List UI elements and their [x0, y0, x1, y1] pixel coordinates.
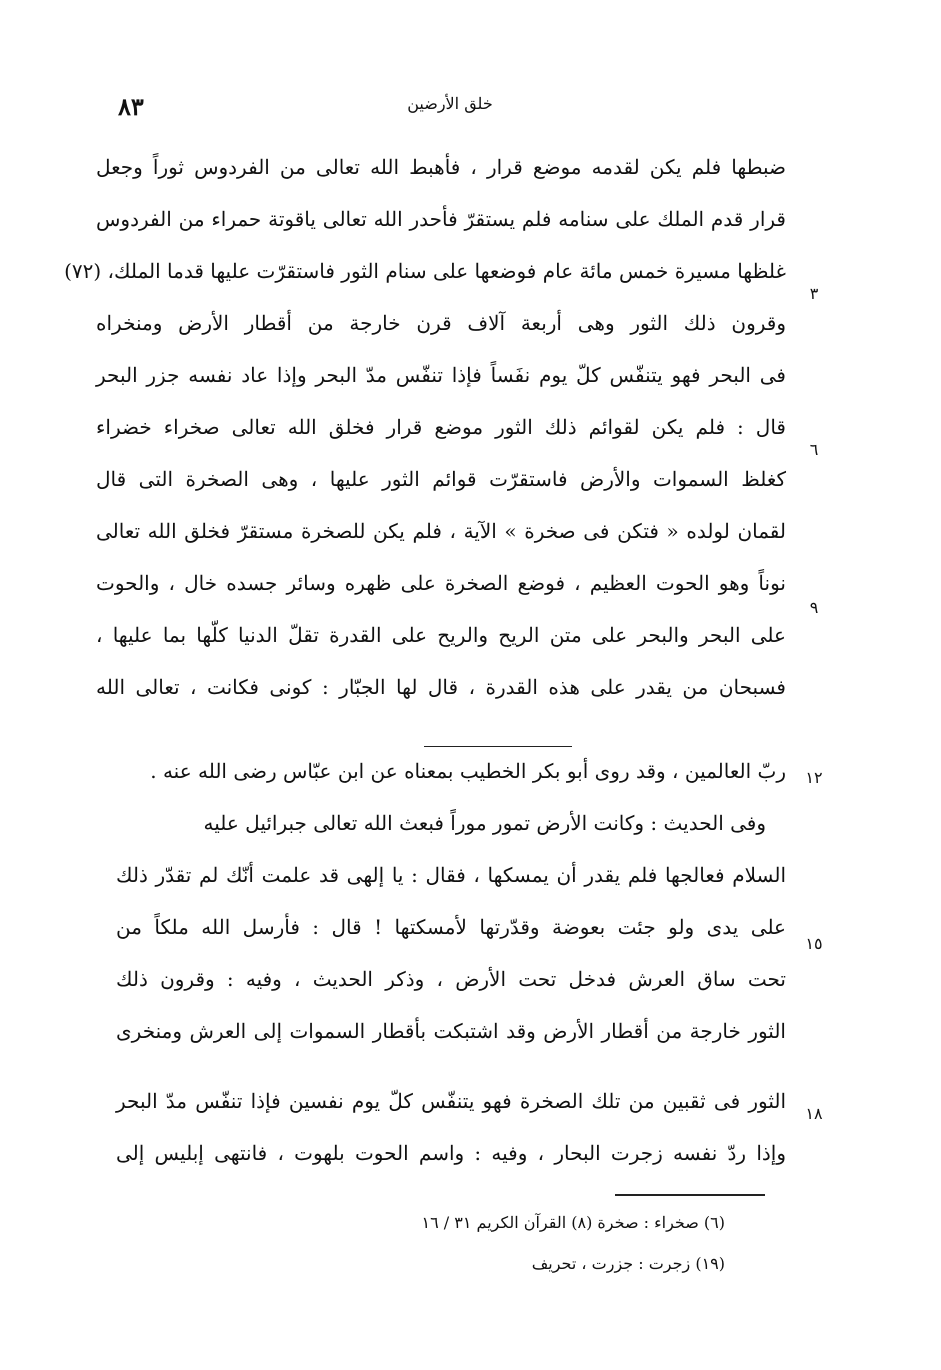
footnote-rule: [615, 1194, 765, 1196]
text-line: ربّ العالمين ، وقد روى أبو بكر الخطيب بمعناه عن ابن عبّاس رضى الله عنه .: [150, 759, 786, 783]
line-number: ١٥: [805, 934, 823, 953]
text-line: ضبطها فلم يكن لقدمه موضع قرار ، فأهبط الله تعالى من الفردوس ثوراً وجعل: [96, 155, 786, 179]
text-line: الثور فى ثقبين من تلك الصخرة فهو يتنفّس كلّ يوم نفسين فإذا تنفّس مدّ البحر: [116, 1089, 786, 1113]
line-number: ١٨: [805, 1104, 823, 1123]
text-line: على البحر والبحر على متن الريح والريح على القدرة تقلّ الدنيا كلّها بما عليها ،: [96, 623, 786, 647]
line-number: ٦: [809, 440, 819, 459]
footnote: (٦) صخراء : صخرة (٨) القرآن الكريم ٣١ / ١٦: [421, 1213, 725, 1232]
running-title: خلق الأرضين: [407, 94, 493, 113]
text-line: تحت ساق العرش فدخل تحت الأرض ، وذكر الحديث ، وفيه : وقرون ذلك: [116, 967, 786, 991]
text-line: قرار قدم الملك على سنامه فلم يستقرّ فأحدر الله تعالى ياقوتة حمراء من الفردوس: [96, 207, 786, 231]
page-number: ٨٣: [118, 92, 144, 121]
text-line: نوناً وهو الحوت العظيم ، فوضع الصخرة على ظهره وسائر جسده خال ، والحوت: [96, 571, 786, 595]
overline-mark: [424, 746, 572, 747]
text-line: السلام فعالجها فلم يقدر أن يمسكها ، فقال : يا إلهى قد علمت أنّك لم تقدّر ذلك: [116, 863, 786, 887]
text-line: غلظها مسيرة خمس مائة عام فوضعها على سنام الثور فاستقرّت عليها قدما الملك، (٧٢): [64, 259, 786, 283]
text-line: فى البحر فهو يتنفّس كلّ يوم نفَساً فإذا تنفّس مدّ البحر وإذا عاد نفسه جزر البحر: [96, 363, 786, 387]
text-line: الثور خارجة من أقطار الأرض وقد اشتبكت بأقطار السموات إلى العرش ومنخرى: [116, 1019, 786, 1043]
text-line: كغلظ السموات والأرض فاستقرّت قوائم الثور عليها ، وهى الصخرة التى قال: [96, 467, 786, 491]
line-number: ٩: [809, 598, 819, 617]
text-line: قال : فلم يكن لقوائم ذلك الثور موضع قرار فخلق الله تعالى صخراء خضراء: [96, 415, 786, 439]
text-line: وفى الحديث : وكانت الأرض تمور موراً فبعث الله تعالى جبرائيل عليه: [203, 811, 766, 835]
text-line: لقمان لولده « فتكن فى صخرة » الآية ، فلم يكن للصخرة مستقرّ فخلق الله تعالى: [96, 519, 786, 543]
line-number: ١٢: [805, 768, 823, 787]
line-number: ٣: [809, 284, 819, 303]
text-line: على يدى ولو جئت بعوضة وقدّرتها لأمسكتها ! قال : فأرسل الله ملكاً من: [116, 915, 786, 939]
text-line: وقرون ذلك الثور وهى أربعة آلاف قرن خارجة من أقطار الأرض ومنخراه: [96, 311, 786, 335]
text-line: فسبحان من يقدر على هذه القدرة ، قال لها الجبّار : كونى فكانت ، تعالى الله: [96, 675, 786, 699]
footnote: (١٩) زجرت : جزرت ، تحريف: [531, 1254, 725, 1273]
text-line: وإذا ردّ نفسه زجرت البحار ، وفيه : واسم الحوت بلهوت ، فانتهى إبليس إلى: [116, 1141, 786, 1165]
